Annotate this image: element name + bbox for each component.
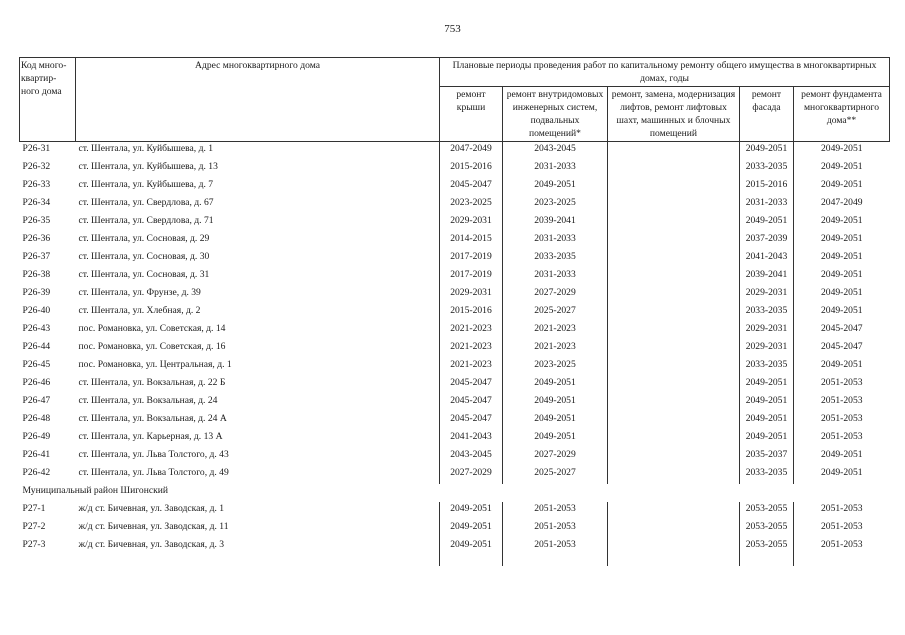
cell-foundation: 2051-2053 bbox=[794, 430, 890, 448]
cell-engineering: 2031-2033 bbox=[503, 232, 608, 250]
table-row bbox=[20, 502, 890, 520]
cell-engineering: 2049-2051 bbox=[503, 178, 608, 196]
cell-foundation: 2051-2053 bbox=[794, 376, 890, 394]
cell-engineering: 2031-2033 bbox=[503, 160, 608, 178]
table-row bbox=[20, 286, 890, 304]
cell-roof: 2043-2045 bbox=[440, 448, 503, 466]
table-row bbox=[20, 214, 890, 232]
cell-engineering: 2023-2025 bbox=[503, 196, 608, 214]
cell-foundation: 2051-2053 bbox=[794, 520, 890, 538]
cell-roof: 2021-2023 bbox=[440, 322, 503, 340]
cell-facade: 2031-2033 bbox=[740, 196, 794, 214]
cell-elevator bbox=[608, 340, 740, 358]
cell-foundation: 2051-2053 bbox=[794, 412, 890, 430]
cell-foundation: 2049-2051 bbox=[794, 466, 890, 484]
page-number: 753 bbox=[444, 23, 461, 35]
cell-engineering: 2027-2029 bbox=[503, 286, 608, 304]
cell-elevator bbox=[608, 250, 740, 268]
header-code: Код много-квартир-ного дома bbox=[20, 58, 76, 142]
table-row bbox=[20, 466, 890, 484]
cell-address: ст. Шентала, ул. Фрунзе, д. 39 bbox=[78, 287, 201, 298]
cell-roof: 2029-2031 bbox=[440, 214, 503, 232]
table-row bbox=[20, 250, 890, 268]
table-row bbox=[20, 520, 890, 538]
cell-facade: 2033-2035 bbox=[740, 160, 794, 178]
cell-roof: 2045-2047 bbox=[440, 178, 503, 196]
table-row bbox=[20, 376, 890, 394]
cell-foundation: 2049-2051 bbox=[794, 286, 890, 304]
cell-engineering: 2033-2035 bbox=[503, 250, 608, 268]
cell-address: ж/д ст. Бичевная, ул. Заводская, д. 11 bbox=[78, 521, 229, 532]
cell-foundation: 2051-2053 bbox=[794, 538, 890, 556]
cell-foundation: 2051-2053 bbox=[794, 394, 890, 412]
cell-roof: 2049-2051 bbox=[440, 538, 503, 556]
header-planned-periods: Плановые периоды проведения работ по капитальному ремонту общего имущества в многоквартирных домах, годы bbox=[440, 58, 890, 87]
cell-facade: 2029-2031 bbox=[740, 286, 794, 304]
cell-facade: 2033-2035 bbox=[740, 304, 794, 322]
cell-code: Р27-2 bbox=[22, 521, 46, 532]
cell-facade: 2049-2051 bbox=[740, 142, 794, 161]
cell-elevator bbox=[608, 196, 740, 214]
cell-foundation: 2049-2051 bbox=[794, 178, 890, 196]
cell-address: ст. Шентала, ул. Свердлова, д. 67 bbox=[78, 197, 214, 208]
cell-engineering: 2027-2029 bbox=[503, 448, 608, 466]
cell-code: Р26-48 bbox=[22, 413, 51, 424]
table-row bbox=[20, 196, 890, 214]
cell-address: ж/д ст. Бичевная, ул. Заводская, д. 3 bbox=[78, 539, 225, 550]
cell-roof: 2021-2023 bbox=[440, 340, 503, 358]
table-row bbox=[20, 232, 890, 250]
tail-row bbox=[20, 556, 890, 566]
cell-address: ст. Шентала, ул. Льва Толстого, д. 43 bbox=[78, 449, 229, 460]
header-elevator: ремонт, замена, модернизация лифтов, ремонт лифтовых шахт, машинных и блочных помещений bbox=[608, 87, 740, 142]
cell-roof: 2014-2015 bbox=[440, 232, 503, 250]
cell-engineering: 2021-2023 bbox=[503, 340, 608, 358]
section-row bbox=[20, 484, 890, 502]
cell-facade: 2039-2041 bbox=[740, 268, 794, 286]
cell-code: Р26-41 bbox=[22, 449, 51, 460]
header-engineering: ремонт внутридомовых инженерных систем, подвальных помещений* bbox=[503, 87, 608, 142]
cell-roof: 2029-2031 bbox=[440, 286, 503, 304]
cell-address: пос. Романовка, ул. Центральная, д. 1 bbox=[78, 359, 232, 370]
cell-roof: 2015-2016 bbox=[440, 304, 503, 322]
cell-roof: 2045-2047 bbox=[440, 376, 503, 394]
cell-elevator bbox=[608, 214, 740, 232]
table-row bbox=[20, 340, 890, 358]
table-row bbox=[20, 538, 890, 556]
cell-roof: 2017-2019 bbox=[440, 250, 503, 268]
cell-address: пос. Романовка, ул. Советская, д. 14 bbox=[78, 323, 226, 334]
cell-engineering: 2025-2027 bbox=[503, 466, 608, 484]
table-row bbox=[20, 304, 890, 322]
cell-foundation: 2049-2051 bbox=[794, 268, 890, 286]
cell-facade: 2049-2051 bbox=[740, 214, 794, 232]
cell-facade: 2053-2055 bbox=[740, 502, 794, 520]
cell-facade: 2033-2035 bbox=[740, 466, 794, 484]
table-row bbox=[20, 358, 890, 376]
section-title: Муниципальный район Шигонский bbox=[22, 485, 169, 496]
cell-facade: 2053-2055 bbox=[740, 538, 794, 556]
cell-roof: 2015-2016 bbox=[440, 160, 503, 178]
cell-code: Р26-37 bbox=[22, 251, 51, 262]
cell-engineering: 2039-2041 bbox=[503, 214, 608, 232]
cell-address: ст. Шентала, ул. Вокзальная, д. 22 Б bbox=[78, 377, 226, 388]
cell-address: ст. Шентала, ул. Хлебная, д. 2 bbox=[78, 305, 201, 316]
cell-facade: 2029-2031 bbox=[740, 322, 794, 340]
cell-foundation: 2049-2051 bbox=[794, 448, 890, 466]
table-row bbox=[20, 268, 890, 286]
cell-elevator bbox=[608, 412, 740, 430]
table-row bbox=[20, 160, 890, 178]
header-roof: ремонт крыши bbox=[440, 87, 503, 142]
cell-code: Р26-47 bbox=[22, 395, 51, 406]
cell-address: ст. Шентала, ул. Свердлова, д. 71 bbox=[78, 215, 214, 226]
table-row bbox=[20, 430, 890, 448]
cell-address: ст. Шентала, ул. Вокзальная, д. 24 bbox=[78, 395, 218, 406]
cell-roof: 2021-2023 bbox=[440, 358, 503, 376]
cell-elevator bbox=[608, 286, 740, 304]
cell-facade: 2049-2051 bbox=[740, 430, 794, 448]
cell-elevator bbox=[608, 376, 740, 394]
cell-facade: 2033-2035 bbox=[740, 358, 794, 376]
cell-engineering: 2049-2051 bbox=[503, 430, 608, 448]
cell-code: Р26-32 bbox=[22, 161, 51, 172]
cell-code: Р26-33 bbox=[22, 179, 51, 190]
cell-facade: 2041-2043 bbox=[740, 250, 794, 268]
table-row bbox=[20, 178, 890, 196]
cell-foundation: 2049-2051 bbox=[794, 214, 890, 232]
cell-roof: 2049-2051 bbox=[440, 502, 503, 520]
cell-roof: 2041-2043 bbox=[440, 430, 503, 448]
cell-facade: 2049-2051 bbox=[740, 412, 794, 430]
cell-address: ст. Шентала, ул. Куйбышева, д. 1 bbox=[78, 143, 214, 154]
cell-facade: 2035-2037 bbox=[740, 448, 794, 466]
cell-code: Р26-34 bbox=[22, 197, 51, 208]
header-foundation: ремонт фундамента многоквартирного дома** bbox=[794, 87, 890, 142]
cell-foundation: 2045-2047 bbox=[794, 340, 890, 358]
cell-engineering: 2031-2033 bbox=[503, 268, 608, 286]
cell-foundation: 2047-2049 bbox=[794, 196, 890, 214]
cell-code: Р26-36 bbox=[22, 233, 51, 244]
section-block bbox=[20, 484, 890, 502]
cell-foundation: 2045-2047 bbox=[794, 322, 890, 340]
table-row bbox=[20, 412, 890, 430]
cell-facade: 2049-2051 bbox=[740, 376, 794, 394]
cell-address: ст. Шентала, ул. Куйбышева, д. 13 bbox=[78, 161, 218, 172]
cell-elevator bbox=[608, 520, 740, 538]
cell-code: Р26-42 bbox=[22, 467, 51, 478]
cell-elevator bbox=[608, 160, 740, 178]
cell-foundation: 2049-2051 bbox=[794, 358, 890, 376]
cell-facade: 2037-2039 bbox=[740, 232, 794, 250]
cell-address: ж/д ст. Бичевная, ул. Заводская, д. 1 bbox=[78, 503, 225, 514]
cell-roof: 2049-2051 bbox=[440, 520, 503, 538]
cell-facade: 2029-2031 bbox=[740, 340, 794, 358]
cell-elevator bbox=[608, 502, 740, 520]
cell-code: Р27-3 bbox=[22, 539, 46, 550]
cell-code: Р27-1 bbox=[22, 503, 46, 514]
table-row bbox=[20, 394, 890, 412]
cell-facade: 2015-2016 bbox=[740, 178, 794, 196]
table-body-2 bbox=[20, 502, 890, 556]
cell-roof: 2023-2025 bbox=[440, 196, 503, 214]
cell-foundation: 2049-2051 bbox=[794, 304, 890, 322]
cell-elevator bbox=[608, 538, 740, 556]
cell-engineering: 2049-2051 bbox=[503, 394, 608, 412]
cell-elevator bbox=[608, 142, 740, 161]
table-body bbox=[20, 142, 890, 485]
cell-foundation: 2049-2051 bbox=[794, 250, 890, 268]
cell-roof: 2047-2049 bbox=[440, 142, 503, 161]
cell-elevator bbox=[608, 448, 740, 466]
cell-address: ст. Шентала, ул. Вокзальная, д. 24 А bbox=[78, 413, 227, 424]
cell-elevator bbox=[608, 304, 740, 322]
cell-facade: 2049-2051 bbox=[740, 394, 794, 412]
table-row bbox=[20, 448, 890, 466]
cell-address: ст. Шентала, ул. Сосновая, д. 30 bbox=[78, 251, 210, 262]
cell-facade: 2053-2055 bbox=[740, 520, 794, 538]
cell-code: Р26-39 bbox=[22, 287, 51, 298]
cell-address: пос. Романовка, ул. Советская, д. 16 bbox=[78, 341, 226, 352]
cell-address: ст. Шентала, ул. Карьерная, д. 13 А bbox=[78, 431, 223, 442]
table-header bbox=[20, 58, 890, 142]
cell-elevator bbox=[608, 322, 740, 340]
cell-elevator bbox=[608, 358, 740, 376]
cell-roof: 2045-2047 bbox=[440, 412, 503, 430]
cell-address: ст. Шентала, ул. Сосновая, д. 31 bbox=[78, 269, 210, 280]
cell-code: Р26-35 bbox=[22, 215, 51, 226]
cell-engineering: 2021-2023 bbox=[503, 322, 608, 340]
cell-elevator bbox=[608, 466, 740, 484]
cell-code: Р26-49 bbox=[22, 431, 51, 442]
cell-code: Р26-31 bbox=[22, 143, 51, 154]
cell-foundation: 2049-2051 bbox=[794, 160, 890, 178]
cell-elevator bbox=[608, 232, 740, 250]
cell-elevator bbox=[608, 394, 740, 412]
cell-elevator bbox=[608, 430, 740, 448]
cell-code: Р26-38 bbox=[22, 269, 51, 280]
cell-engineering: 2051-2053 bbox=[503, 520, 608, 538]
repair-schedule-table bbox=[19, 57, 890, 566]
cell-engineering: 2025-2027 bbox=[503, 304, 608, 322]
cell-engineering: 2051-2053 bbox=[503, 538, 608, 556]
cell-code: Р26-46 bbox=[22, 377, 51, 388]
cell-engineering: 2049-2051 bbox=[503, 376, 608, 394]
cell-foundation: 2049-2051 bbox=[794, 142, 890, 161]
cell-foundation: 2049-2051 bbox=[794, 232, 890, 250]
cell-engineering: 2051-2053 bbox=[503, 502, 608, 520]
table-row bbox=[20, 142, 890, 161]
table-tail bbox=[20, 556, 890, 566]
cell-engineering: 2043-2045 bbox=[503, 142, 608, 161]
cell-code: Р26-43 bbox=[22, 323, 51, 334]
cell-address: ст. Шентала, ул. Сосновая, д. 29 bbox=[78, 233, 210, 244]
cell-roof: 2027-2029 bbox=[440, 466, 503, 484]
header-facade: ремонт фасада bbox=[740, 87, 794, 142]
cell-engineering: 2023-2025 bbox=[503, 358, 608, 376]
cell-address: ст. Шентала, ул. Куйбышева, д. 7 bbox=[78, 179, 214, 190]
cell-roof: 2045-2047 bbox=[440, 394, 503, 412]
cell-code: Р26-45 bbox=[22, 359, 51, 370]
cell-engineering: 2049-2051 bbox=[503, 412, 608, 430]
cell-roof: 2017-2019 bbox=[440, 268, 503, 286]
header-address: Адрес многоквартирного дома bbox=[76, 58, 440, 142]
cell-elevator bbox=[608, 178, 740, 196]
cell-address: ст. Шентала, ул. Льва Толстого, д. 49 bbox=[78, 467, 229, 478]
cell-elevator bbox=[608, 268, 740, 286]
table-row bbox=[20, 322, 890, 340]
cell-code: Р26-44 bbox=[22, 341, 51, 352]
cell-code: Р26-40 bbox=[22, 305, 51, 316]
cell-foundation: 2051-2053 bbox=[794, 502, 890, 520]
